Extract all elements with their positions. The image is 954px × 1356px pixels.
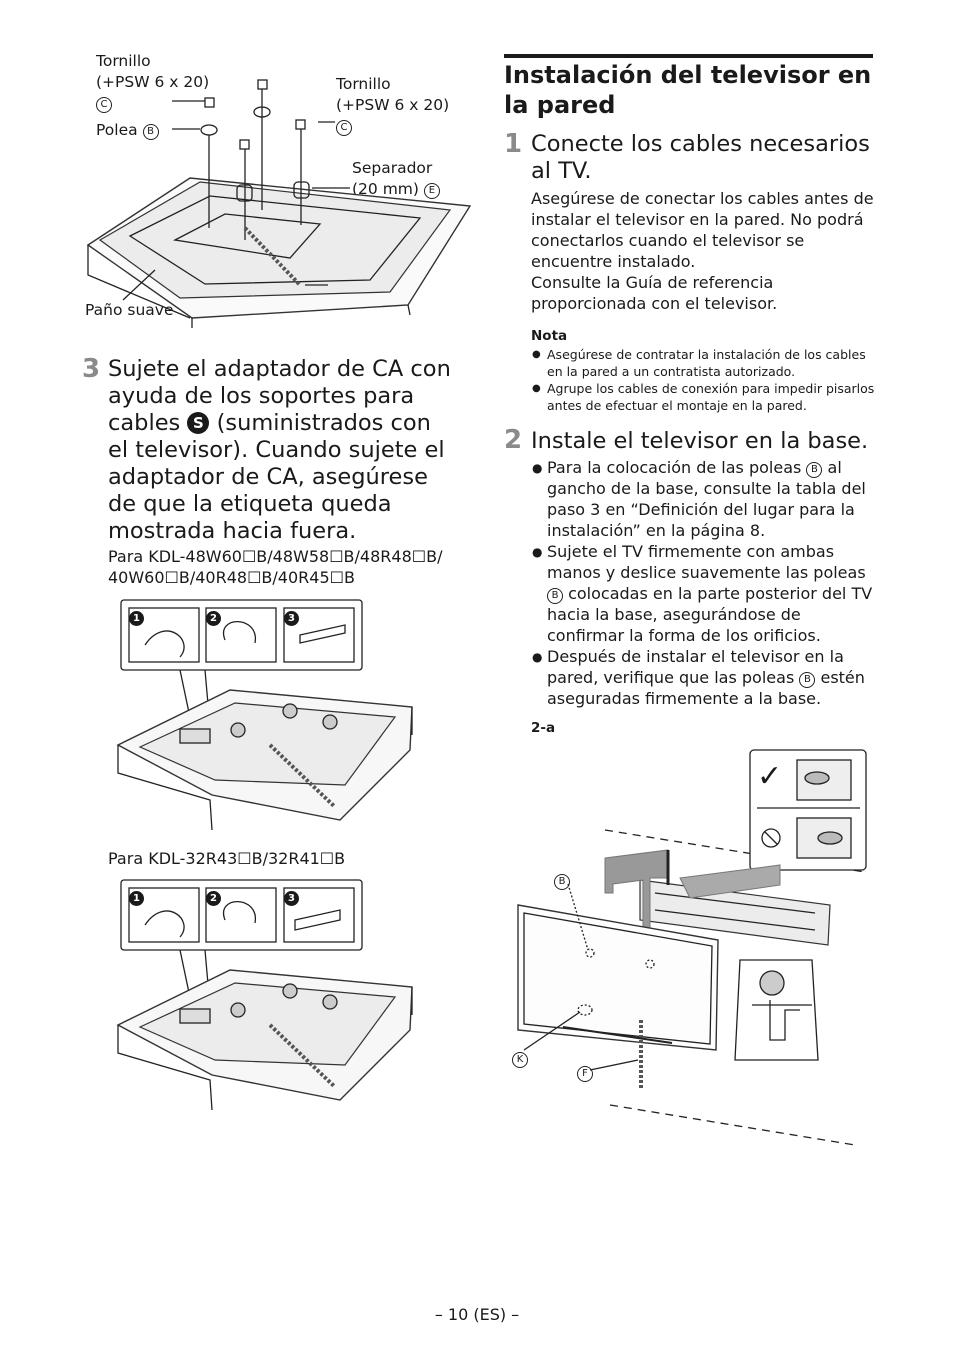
note-item: ● Asegúrese de contratar la instalación de los cables en la pared a un contratista autorizado. <box>531 346 876 380</box>
step-number: 1 <box>504 129 523 159</box>
label-pano-suave: Paño suave <box>85 301 174 319</box>
model-list-small: Para KDL-32R43☐B/32R41☐B <box>108 849 346 868</box>
label-separador: Separador (20 mm) E <box>352 158 440 200</box>
sub-step-1: 1 <box>129 608 144 627</box>
mark-f-label <box>577 1062 593 1082</box>
mark-e-icon: E <box>424 183 440 199</box>
step-2-item: ● Para la colocación de las poleas B al gancho de la base, consulte la tabla del paso 3 en “Definición del lugar para la instalación” en la página 8. <box>531 457 873 541</box>
note-item: ● Agrupe los cables de conexión para impedir pisarlos antes de efectuar el montaje en la pared. <box>531 380 876 414</box>
mark-b-icon: B <box>554 874 570 890</box>
step-1-body: Asegúrese de conectar los cables antes de instalar el televisor en la pared. No podrá conectarlos cuando el televisor se encuentre instalado. Consulte la Guía de referencia proporcionada con el televisor. <box>531 189 874 313</box>
mark-s-icon: S <box>187 412 209 434</box>
mark-k-icon: K <box>512 1052 528 1068</box>
sub-step-3: 3 <box>284 608 299 627</box>
step-1-title: Conecte los cables necesarios al TV. <box>531 131 870 184</box>
mark-c-icon: C <box>336 120 352 136</box>
page-number: – 10 (ES) – <box>434 1305 520 1324</box>
sub-step-1: 1 <box>129 888 144 907</box>
mark-b-label <box>554 870 570 890</box>
step-2-title: Instale el televisor en la base. <box>531 428 869 454</box>
sub-step-3: 3 <box>284 888 299 907</box>
mark-b-icon: B <box>143 124 159 140</box>
mark-b-icon: B <box>547 588 563 604</box>
mark-f-icon: F <box>577 1066 593 1082</box>
step-3-text: Sujete el adaptador de CA con ayuda de los soportes para cables S (suministrados con el televisor). Cuando sujete el adaptador de CA, asegúrese de que la etiqueta queda mostrada hacia fuera. <box>108 356 451 544</box>
step-2-item: ● Sujete el TV firmemente con ambas manos y deslice suavemente las poleas B colocadas en la parte posterior del TV hacia la base, asegurándose de confirmar la forma de los orificios. <box>531 541 873 646</box>
label-tornillo-left: Tornillo (+PSW 6 x 20) C <box>96 51 209 114</box>
label-polea: Polea B <box>96 120 159 141</box>
model-list-large: Para KDL-48W60☐B/48W58☐B/48R48☐B/ 40W60☐B/40R48☐B/40R45☐B <box>108 547 443 587</box>
figure-label: 2-a <box>531 720 556 736</box>
step-2-item: ● Después de instalar el televisor en la pared, verifique que las poleas B estén aseguradas firmemente a la base. <box>531 646 873 709</box>
sub-step-2: 2 <box>206 888 221 907</box>
label-tornillo-right: Tornillo (+PSW 6 x 20) C <box>336 74 449 137</box>
step-number: 2 <box>504 425 523 455</box>
check-icon: ✓ <box>757 759 783 794</box>
mark-b-icon: B <box>806 462 822 478</box>
note-label: Nota <box>531 328 568 344</box>
mark-k-label <box>512 1048 528 1068</box>
mark-b-icon: B <box>799 672 815 688</box>
sub-step-2: 2 <box>206 608 221 627</box>
mark-c-icon: C <box>96 97 112 113</box>
page-title: Instalación del televisor en la pared <box>504 61 872 119</box>
step-number: 3 <box>82 354 101 384</box>
